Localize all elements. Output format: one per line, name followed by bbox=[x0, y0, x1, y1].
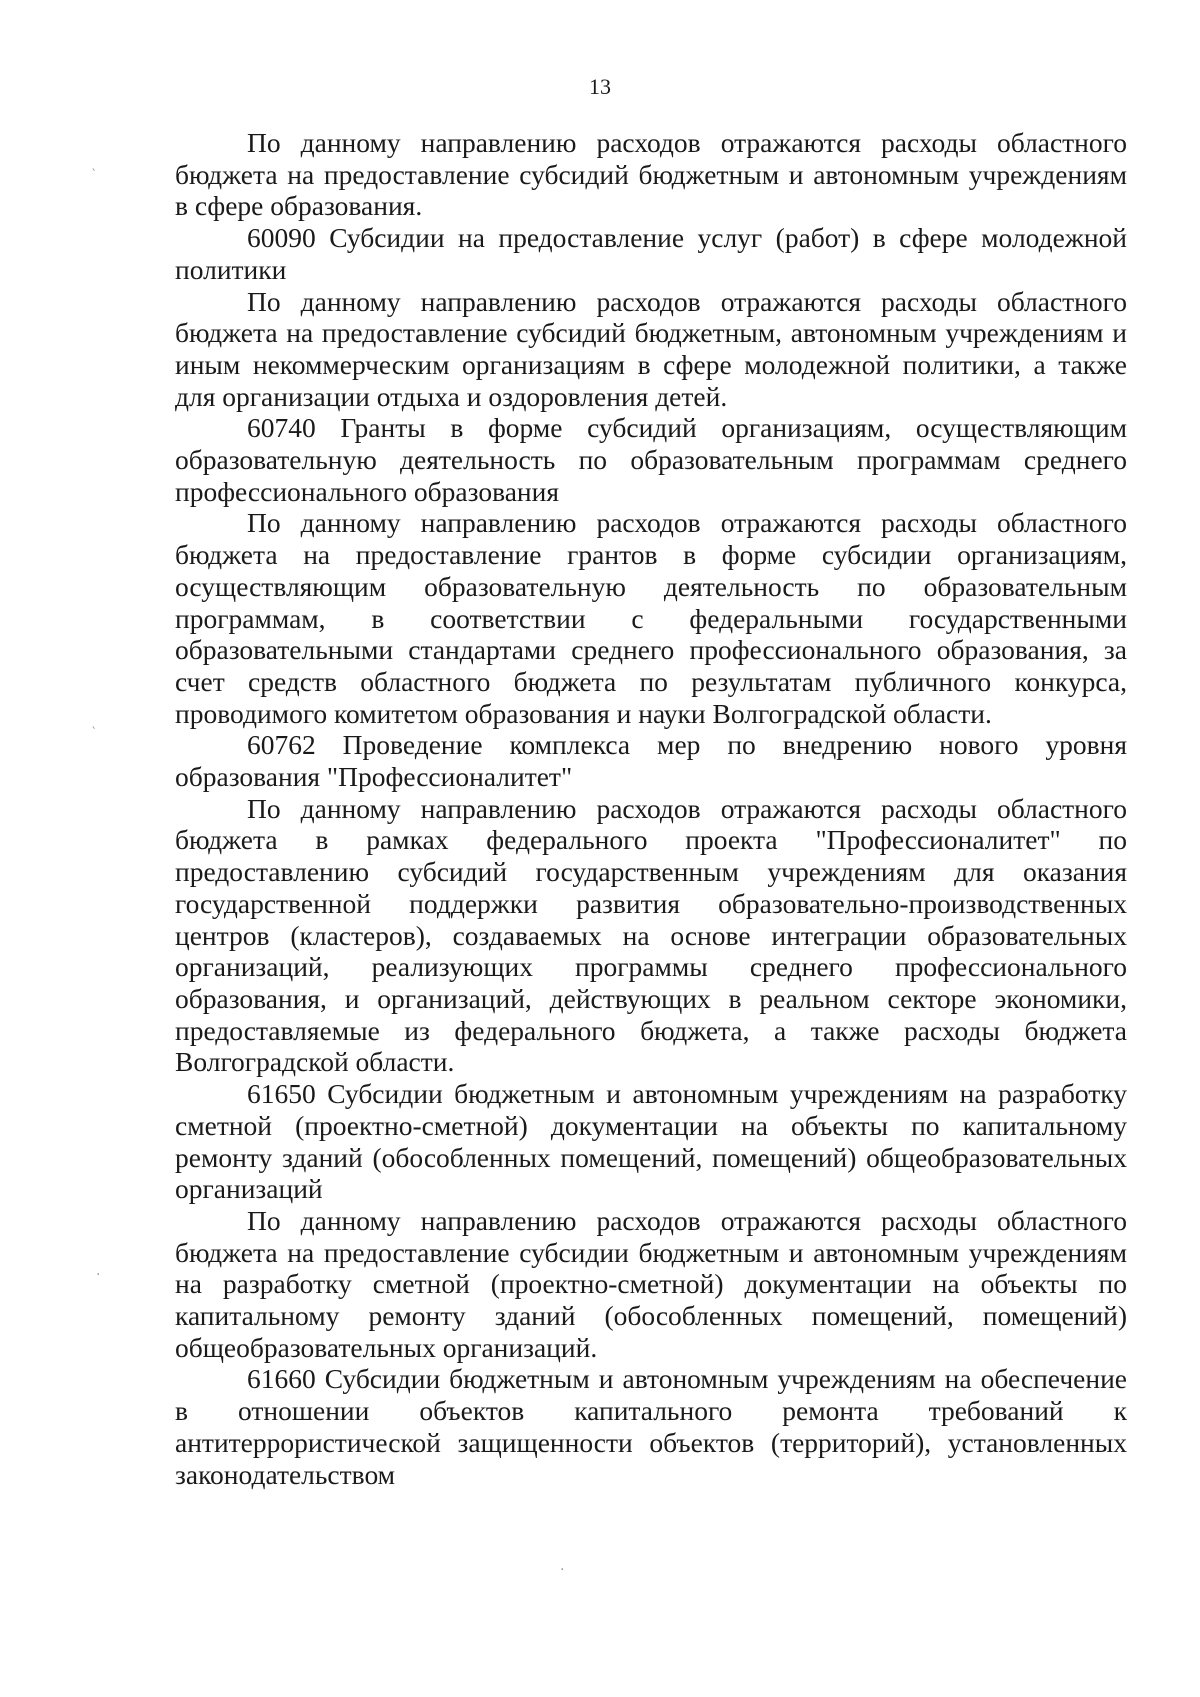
scan-artifact: · bbox=[96, 1267, 101, 1283]
scan-artifact: ‵ bbox=[92, 725, 96, 741]
document-body bbox=[175, 127, 1127, 1490]
paragraph-heading-61650: 61650 Субсидии бюджетным и автономным учреждениям на разработку сметной (проектно-сметной) документации на объекты по капитальному ремонту зданий (обособленных помещений, помещений) общеобразовательных организаций bbox=[175, 1078, 1127, 1205]
paragraph-description: По данному направлению расходов отражаются расходы областного бюджета в рамках федерального проекта "Профессионалитет" по предоставлению субсидий государственным учреждениям для оказания государственной поддержки развития образовательно-производственных центров (кластеров), создаваемых на основе интеграции образовательных организаций, реализующих программы среднего профессионального образования, и организаций, действующих в реальном секторе экономики, предоставляемые из федерального бюджета, а также расходы бюджета Волгоградской области. bbox=[175, 792, 1127, 1078]
paragraph-heading-60762: 60762 Проведение комплекса мер по внедрению нового уровня образования "Профессионалитет" bbox=[175, 729, 1127, 793]
paragraph-heading-61660: 61660 Субсидии бюджетным и автономным учреждениям на обеспечение в отношении объектов капитального ремонта требований к антитеррористической защищенности объектов (территорий), установленных законодательством bbox=[175, 1363, 1127, 1490]
scan-artifact: · bbox=[560, 1562, 565, 1578]
paragraph-description: По данному направлению расходов отражаются расходы областного бюджета на предоставление субсидий бюджетным, автономным учреждениям и иным некоммерческим организациям в сфере молодежной политики, а также для организации отдыха и оздоровления детей. bbox=[175, 285, 1127, 412]
paragraph-heading-60740: 60740 Гранты в форме субсидий организациям, осуществляющим образовательную деятельность по образовательным программам среднего профессионального образования bbox=[175, 412, 1127, 507]
paragraph-description: По данному направлению расходов отражаются расходы областного бюджета на предоставление субсидии бюджетным и автономным учреждениям на разработку сметной (проектно-сметной) документации на объекты по капитальному ремонту зданий (обособленных помещений, помещений) общеобразовательных организаций. bbox=[175, 1204, 1127, 1363]
paragraph-description: По данному направлению расходов отражаются расходы областного бюджета на предоставление субсидий бюджетным и автономным учреждениям в сфере образования. bbox=[175, 127, 1127, 222]
paragraph-description: По данному направлению расходов отражаются расходы областного бюджета на предоставление грантов в форме субсидии организациям, осуществляющим образовательную деятельность по образовательным программам, в соответствии с федеральными государственными образовательными стандартами среднего профессионального образования, за счет средств областного бюджета по результатам публичного конкурса, проводимого комитетом образования и науки Волгоградской области. bbox=[175, 507, 1127, 729]
scan-artifact: ‵ bbox=[92, 167, 96, 183]
page-number: 13 bbox=[589, 74, 611, 99]
paragraph-heading-60090: 60090 Субсидии на предоставление услуг (работ) в сфере молодежной политики bbox=[175, 222, 1127, 285]
